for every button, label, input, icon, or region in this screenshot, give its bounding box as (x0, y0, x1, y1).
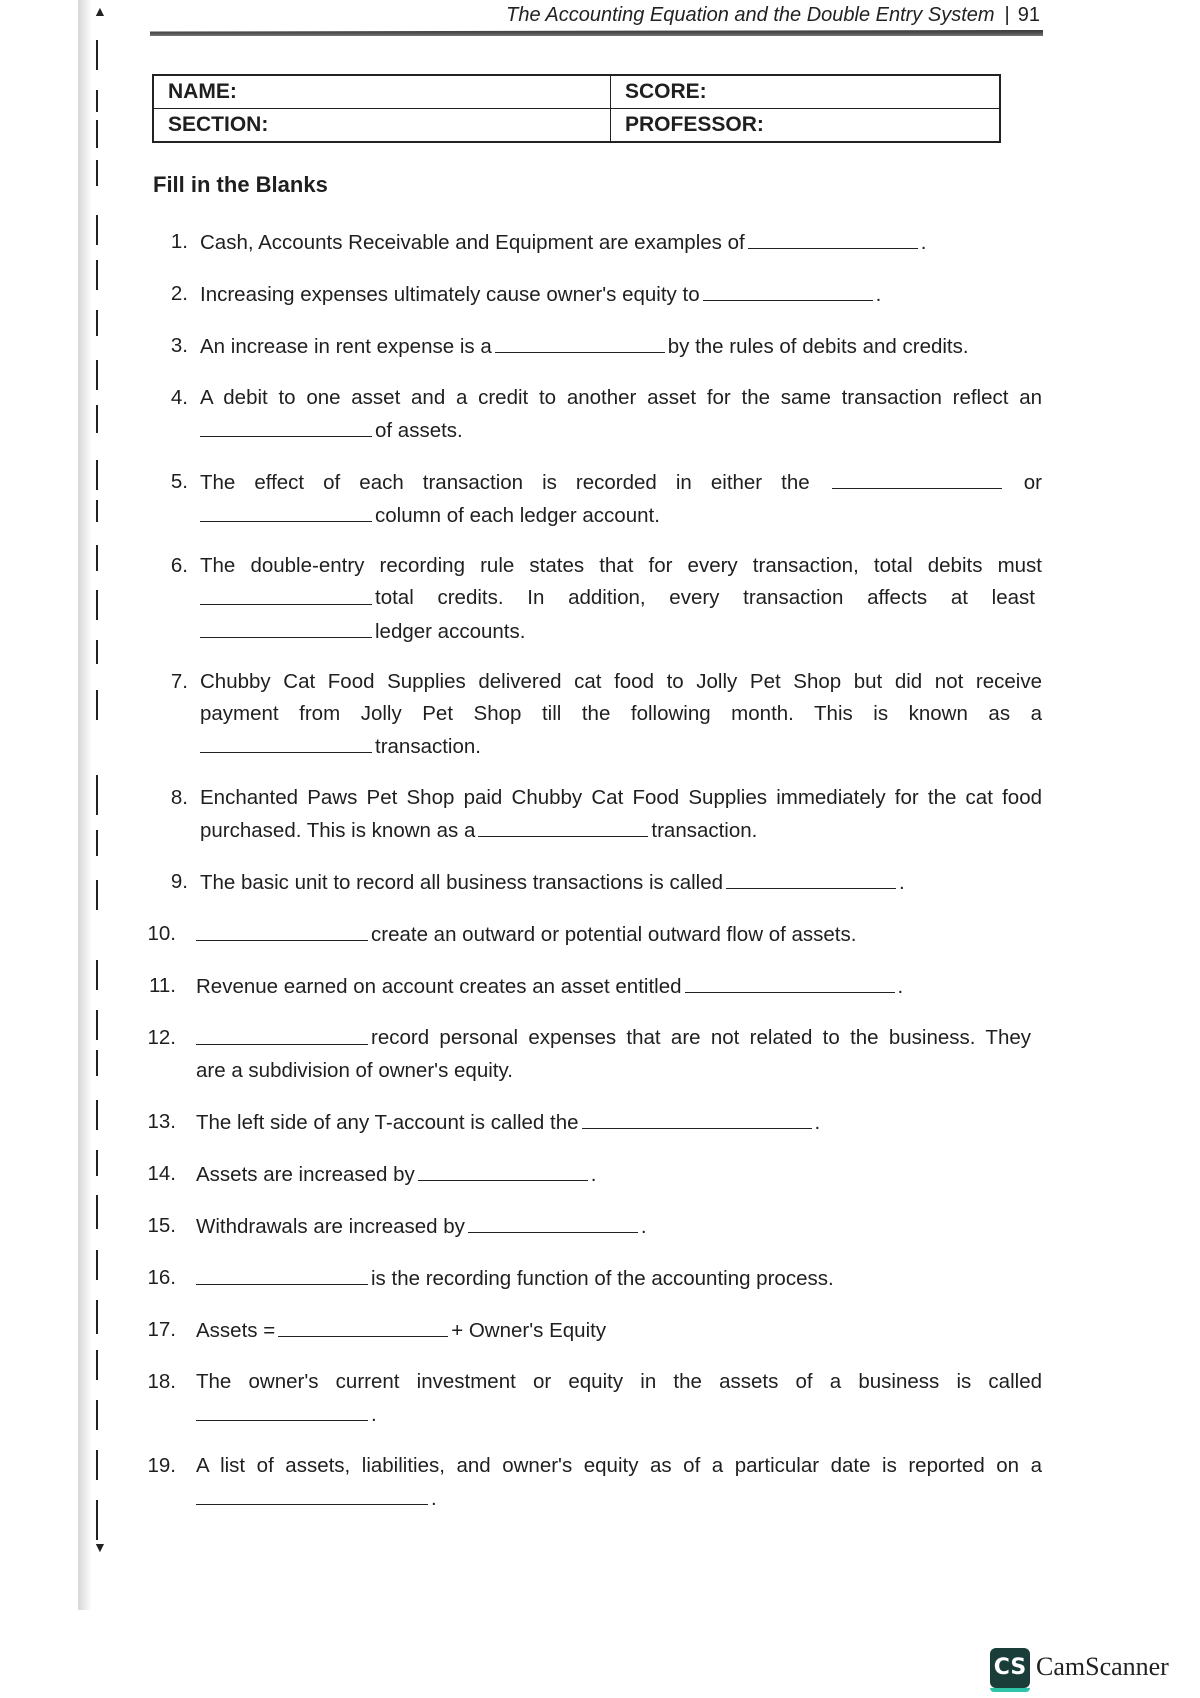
question-text: by the rules of debits and credits. (667, 335, 969, 358)
answer-blank[interactable] (278, 1314, 448, 1337)
question-text: Cash, Accounts Receivable and Equipment are examples of (200, 231, 745, 254)
question-18 (138, 1366, 1050, 1430)
question-text: The basic unit to record all business transactions is called (200, 871, 724, 894)
name-label: NAME: (168, 80, 237, 103)
question-text: The double-entry recording rule states that for every transaction, total debits must (200, 554, 1042, 577)
answer-blank[interactable] (196, 1022, 368, 1045)
question-text: . (371, 1403, 377, 1426)
answer-blank[interactable] (726, 866, 896, 889)
question-text: create an outward or potential outward flow of assets. (371, 923, 857, 946)
question-14 (138, 1158, 1050, 1190)
answer-blank[interactable] (200, 615, 372, 638)
question-15 (138, 1210, 1050, 1242)
question-number: 13. (147, 1110, 176, 1133)
answer-blank[interactable] (200, 499, 372, 522)
question-7 (150, 666, 1050, 762)
question-2 (150, 278, 1050, 310)
answer-blank[interactable] (200, 730, 372, 753)
question-10 (138, 918, 1050, 950)
section-title: Fill in the Blanks (153, 172, 328, 197)
question-text: column of each ledger account. (375, 504, 660, 527)
professor-label: PROFESSOR: (625, 113, 764, 136)
student-info-table (152, 74, 1001, 143)
question-number: 7. (170, 670, 188, 693)
question-19 (138, 1450, 1050, 1514)
answer-blank[interactable] (748, 226, 918, 249)
question-number: 6. (170, 554, 188, 577)
question-number: 11. (149, 974, 176, 997)
question-number: 10. (147, 922, 176, 945)
camscanner-watermark-text: CamScanner (1036, 1652, 1169, 1681)
professor-field[interactable] (611, 109, 1001, 143)
question-text: Enchanted Paws Pet Shop paid Chubby Cat Food Supplies immediately for the cat food (200, 786, 1042, 809)
question-number: 17. (147, 1318, 176, 1341)
question-13 (138, 1106, 1050, 1138)
question-text: . (814, 1111, 821, 1134)
score-field[interactable] (611, 75, 1001, 109)
question-text: . (920, 231, 927, 254)
answer-blank[interactable] (685, 970, 895, 993)
question-number: 4. (170, 386, 188, 409)
question-text: ledger accounts. (375, 620, 526, 643)
question-text: The effect of each transaction is recorded in either the (200, 471, 810, 494)
section-field[interactable] (153, 109, 611, 143)
chapter-title: The Accounting Equation and the Double Entry System (506, 4, 995, 26)
answer-blank[interactable] (196, 1482, 428, 1505)
name-field[interactable] (153, 75, 611, 109)
section-label: SECTION: (168, 113, 269, 136)
question-text: total credits. In addition, every transaction affects at least (375, 586, 1035, 609)
question-number: 14. (147, 1162, 176, 1185)
question-6 (150, 550, 1050, 646)
answer-blank[interactable] (832, 466, 1002, 489)
answer-blank[interactable] (478, 814, 648, 837)
margin-marks (96, 0, 102, 1560)
question-text: transaction. (651, 819, 758, 842)
question-text: Revenue earned on account creates an asset entitled (196, 975, 682, 998)
question-text: . (590, 1163, 597, 1186)
answer-blank[interactable] (703, 278, 873, 301)
question-text: . (875, 283, 882, 306)
answer-blank[interactable] (582, 1106, 812, 1129)
question-text: . (899, 871, 905, 894)
question-text: payment from Jolly Pet Shop till the following month. This is known as a (200, 702, 1042, 725)
question-number: 8. (170, 786, 188, 809)
question-text: A list of assets, liabilities, and owner's equity as of a particular date is reported on a (196, 1454, 1042, 1477)
question-text: of assets. (375, 419, 463, 442)
page-number: 91 (1017, 4, 1040, 26)
question-number: 1. (170, 230, 188, 253)
question-17 (138, 1314, 1050, 1346)
page-binding-shadow (78, 0, 92, 1610)
header-separator: | (1004, 4, 1010, 26)
header-rule (150, 30, 1043, 36)
question-5 (150, 466, 1050, 530)
question-number: 9. (170, 870, 188, 893)
question-number: 15. (147, 1214, 176, 1237)
camscanner-logo: CS (990, 1648, 1030, 1688)
question-text: Assets are increased by (196, 1163, 415, 1186)
question-text: is the recording function of the accounting process. (371, 1267, 834, 1290)
question-text: purchased. This is known as a (200, 819, 476, 842)
question-text: . (897, 975, 904, 998)
question-text: . (640, 1215, 647, 1238)
answer-blank[interactable] (200, 414, 372, 437)
question-text: The owner's current investment or equity in the assets of a business is called (196, 1370, 1042, 1393)
question-text: transaction. (375, 735, 481, 758)
answer-blank[interactable] (200, 582, 372, 605)
answer-blank[interactable] (196, 1262, 368, 1285)
answer-blank[interactable] (468, 1210, 638, 1233)
question-text: An increase in rent expense is a (200, 335, 492, 358)
question-text: A debit to one asset and a credit to another asset for the same transaction reflect an (200, 386, 1042, 409)
running-header (150, 4, 1040, 27)
question-number: 19. (147, 1454, 176, 1477)
question-3 (150, 330, 1050, 362)
question-number: 3. (170, 334, 188, 357)
question-text: The left side of any T-account is called the (196, 1111, 579, 1134)
question-number: 12. (147, 1026, 176, 1049)
question-number: 5. (170, 470, 188, 493)
arrow-up-icon: ▲ (93, 3, 107, 19)
question-number: 2. (170, 282, 188, 305)
question-text: . (431, 1487, 437, 1510)
question-number: 18. (147, 1370, 176, 1393)
question-text: record personal expenses that are not related to the business. They (371, 1026, 1031, 1049)
question-text: Chubby Cat Food Supplies delivered cat food to Jolly Pet Shop but did not receive (200, 670, 1042, 693)
question-text: Withdrawals are increased by (196, 1215, 465, 1238)
question-8 (150, 782, 1050, 846)
answer-blank[interactable] (196, 1398, 368, 1421)
question-text: Assets = (196, 1319, 276, 1342)
question-1 (150, 226, 1050, 258)
question-text: Increasing expenses ultimately cause owner's equity to (200, 283, 700, 306)
question-text: are a subdivision of owner's equity. (196, 1059, 513, 1082)
question-number: 16. (147, 1266, 176, 1289)
answer-blank[interactable] (196, 918, 368, 941)
score-label: SCORE: (625, 80, 707, 103)
question-9 (150, 866, 1050, 898)
question-12 (138, 1022, 1050, 1086)
answer-blank[interactable] (495, 330, 665, 353)
question-16 (138, 1262, 1050, 1294)
question-4 (150, 382, 1050, 446)
answer-blank[interactable] (418, 1158, 588, 1181)
arrow-down-icon: ▼ (93, 1539, 107, 1555)
question-11 (138, 970, 1050, 1002)
question-text: or (1023, 471, 1042, 494)
question-text: + Owner's Equity (451, 1319, 607, 1342)
